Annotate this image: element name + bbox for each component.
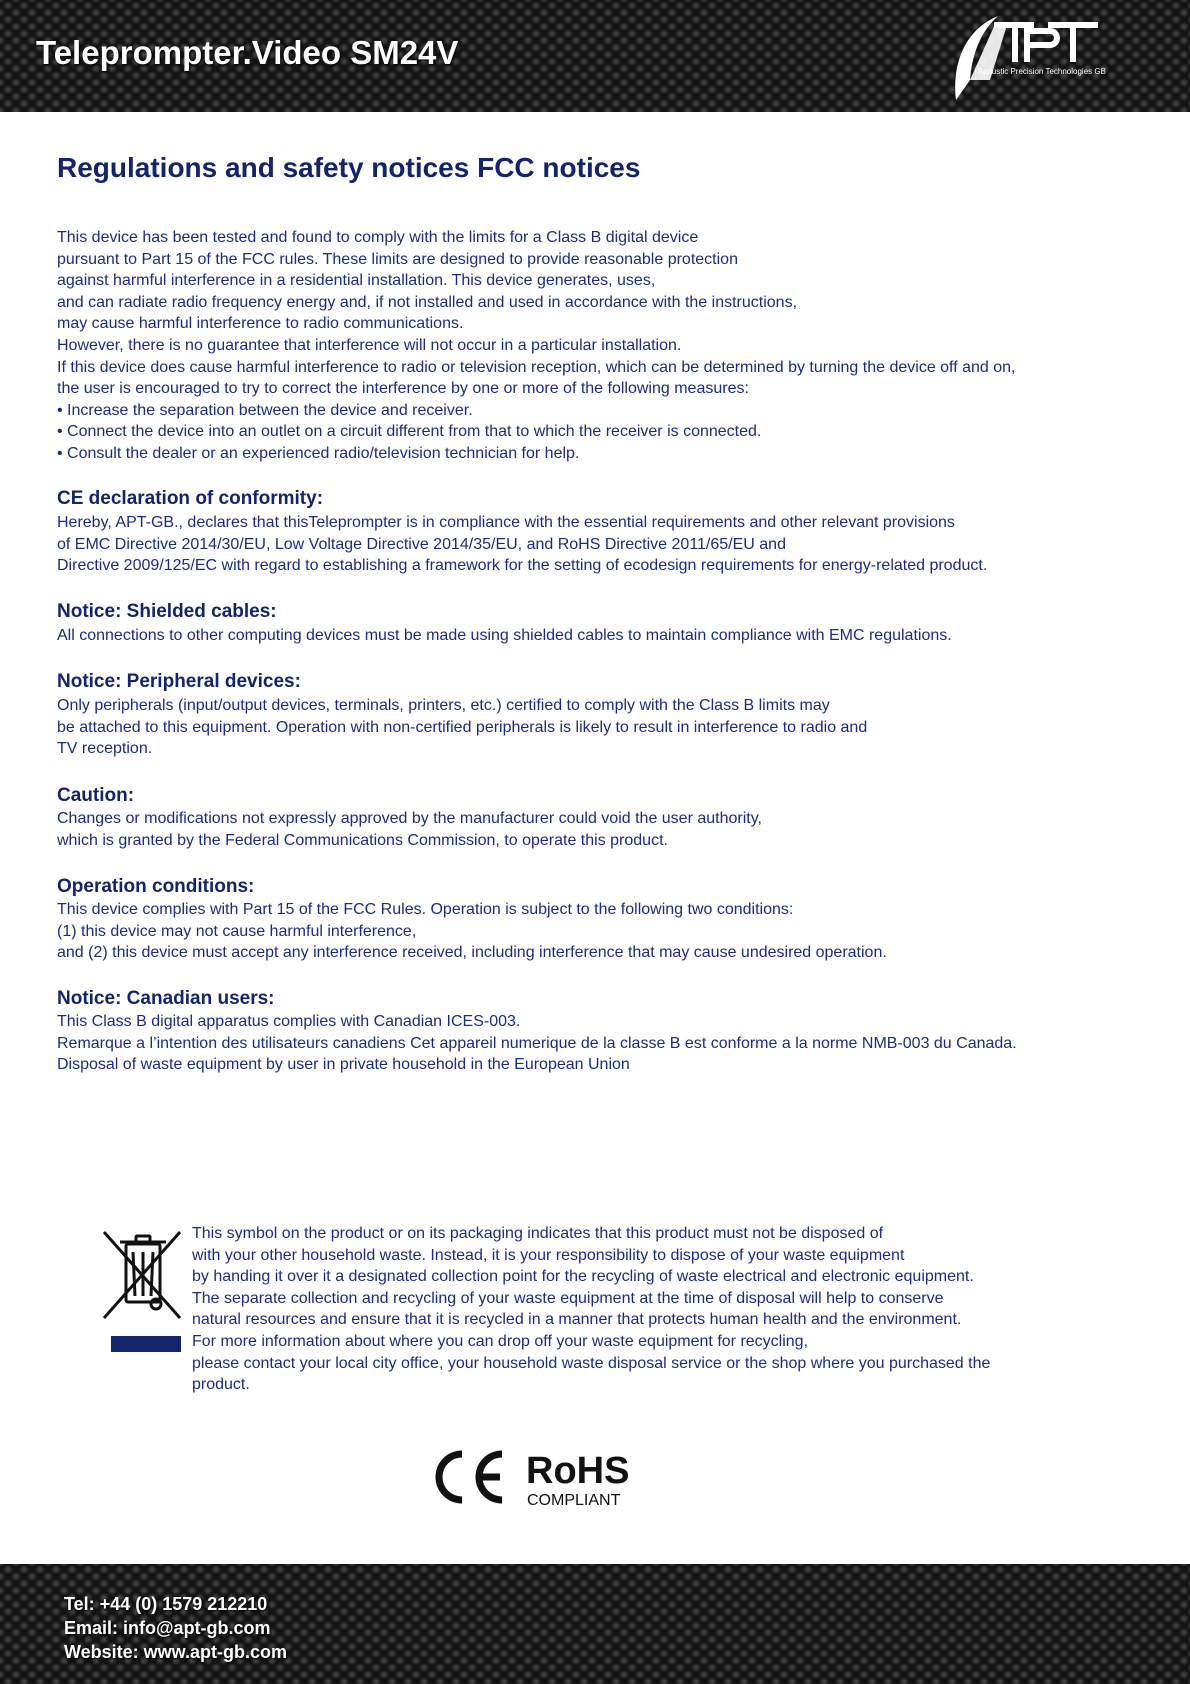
text-line: This Class B digital apparatus complies with Canadian ICES-003.	[57, 1013, 521, 1030]
apt-logo	[950, 10, 1150, 105]
text-line: by handing it over it a designated collection point for the recycling of waste electrical and electronic equipment.	[192, 1268, 974, 1286]
text-line: which is granted by the Federal Communications Commission, to operate this product.	[57, 831, 668, 849]
text-line: please contact your local city office, your household waste disposal service or the shop where you purchased the	[192, 1354, 991, 1372]
shielded-cables-text	[57, 625, 952, 647]
contact-phone: Tel: +44 (0) 1579 212210	[64, 1594, 268, 1614]
contact-email[interactable]: Email: info@apt-gb.com	[64, 1618, 271, 1638]
section-heading-ce-declaration: CE declaration of conformity:	[57, 488, 324, 509]
text-line: of EMC Directive 2014/30/EU, Low Voltage Directive 2014/35/EU, and RoHS Directive 2011/65/EU and	[57, 535, 786, 553]
contact-info	[64, 1592, 287, 1664]
text-line: This symbol on the product or on its packaging indicates that this product must not be disposed of	[192, 1225, 884, 1242]
intro-line: • Consult the dealer or an experienced radio/television technician for help.	[57, 444, 580, 462]
text-line: Hereby, APT-GB., declares that thisTeleprompter is in compliance with the essential requirements and other relevant provisions	[57, 514, 955, 531]
section-heading-shielded-cables: Notice: Shielded cables:	[57, 601, 277, 622]
apt-logo-mark	[950, 10, 1150, 105]
text-line: All connections to other computing devices must be made using shielded cables to maintain compliance with EMC regulations.	[57, 627, 952, 644]
text-line: (1) this device may not cause harmful interference,	[57, 922, 417, 940]
text-line: The separate collection and recycling of your waste equipment at the time of disposal will help to conserve	[192, 1289, 944, 1307]
rohs-subtitle: COMPLIANT	[527, 1492, 621, 1509]
text-line: natural resources and ensure that it is recycled in a manner that protects human health and the environment.	[192, 1311, 962, 1329]
intro-line: may cause harmful interference to radio communications.	[57, 315, 464, 333]
logo-tagline: Acoustic Precision Technologies GB	[978, 67, 1106, 76]
intro-line: pursuant to Part 15 of the FCC rules. These limits are designed to provide reasonable protection	[57, 250, 738, 268]
intro-line: If this device does cause harmful interference to radio or television reception, which can be determined by turning the device off and on,	[57, 358, 1016, 376]
text-line: Remarque a l’intention des utilisateurs canadiens Cet appareil numerique de la classe B est conforme a la norme NMB-003 du Canada.	[57, 1034, 1017, 1052]
product-title: Teleprompter.Video SM24V	[36, 34, 459, 71]
intro-line: However, there is no guarantee that interference will not occur in a particular installation.	[57, 336, 682, 354]
crossed-out-wheelie-bin-icon	[102, 1228, 182, 1354]
text-line: For more information about where you can drop off your waste equipment for recycling,	[192, 1332, 809, 1350]
weee-disposal-text	[192, 1223, 990, 1396]
intro-line: This device has been tested and found to comply with the limits for a Class B digital device	[57, 229, 699, 246]
section-heading-caution: Caution:	[57, 785, 135, 806]
caution-text	[57, 808, 762, 851]
text-line: product.	[192, 1376, 250, 1394]
peripheral-devices-text	[57, 695, 867, 760]
intro-line: • Increase the separation between the device and receiver.	[57, 401, 473, 419]
text-line: Only peripherals (input/output devices, terminals, printers, etc.) certified to comply with the Class B limits may	[57, 697, 830, 714]
ce-declaration-text	[57, 512, 987, 577]
ce-rohs-certification	[432, 1444, 652, 1510]
text-line: Disposal of waste equipment by user in private household in the European Union	[57, 1056, 630, 1074]
footer-band	[0, 1564, 1190, 1684]
text-line: and (2) this device must accept any interference received, including interference that may cause undesired operation.	[57, 944, 887, 962]
text-line: TV reception.	[57, 740, 153, 758]
text-line: with your other household waste. Instead, it is your responsibility to dispose of your waste equipment	[192, 1246, 905, 1264]
contact-website[interactable]: Website: www.apt-gb.com	[64, 1642, 288, 1662]
section-heading-peripheral-devices: Notice: Peripheral devices:	[57, 671, 301, 692]
operation-conditions-text	[57, 899, 887, 964]
text-line: This device complies with Part 15 of the FCC Rules. Operation is subject to the following two conditions:	[57, 901, 794, 918]
header-band	[0, 0, 1190, 112]
document-title: Regulations and safety notices FCC notices	[57, 152, 641, 183]
canadian-users-text	[57, 1011, 1017, 1076]
section-heading-canadian-users: Notice: Canadian users:	[57, 988, 275, 1009]
intro-line: against harmful interference in a residential installation. This device generates, uses,	[57, 272, 656, 290]
text-line: Changes or modifications not expressly approved by the manufacturer could void the user authority,	[57, 810, 762, 827]
intro-line: and can radiate radio frequency energy and, if not installed and used in accordance with the instructions,	[57, 293, 798, 311]
section-heading-operation-conditions: Operation conditions:	[57, 876, 255, 897]
rohs-title: RoHS	[526, 1450, 630, 1492]
intro-line: • Connect the device into an outlet on a circuit different from that to which the receiver is connected.	[57, 423, 762, 441]
intro-line: the user is encouraged to try to correct the interference by one or more of the following measures:	[57, 380, 749, 398]
text-line: be attached to this equipment. Operation with non-certified peripherals is likely to result in interference to radio and	[57, 718, 868, 736]
text-line: Directive 2009/125/EC with regard to establishing a framework for the setting of ecodesign requirements for energy-related product.	[57, 557, 988, 575]
fcc-intro-paragraph	[57, 227, 1015, 465]
